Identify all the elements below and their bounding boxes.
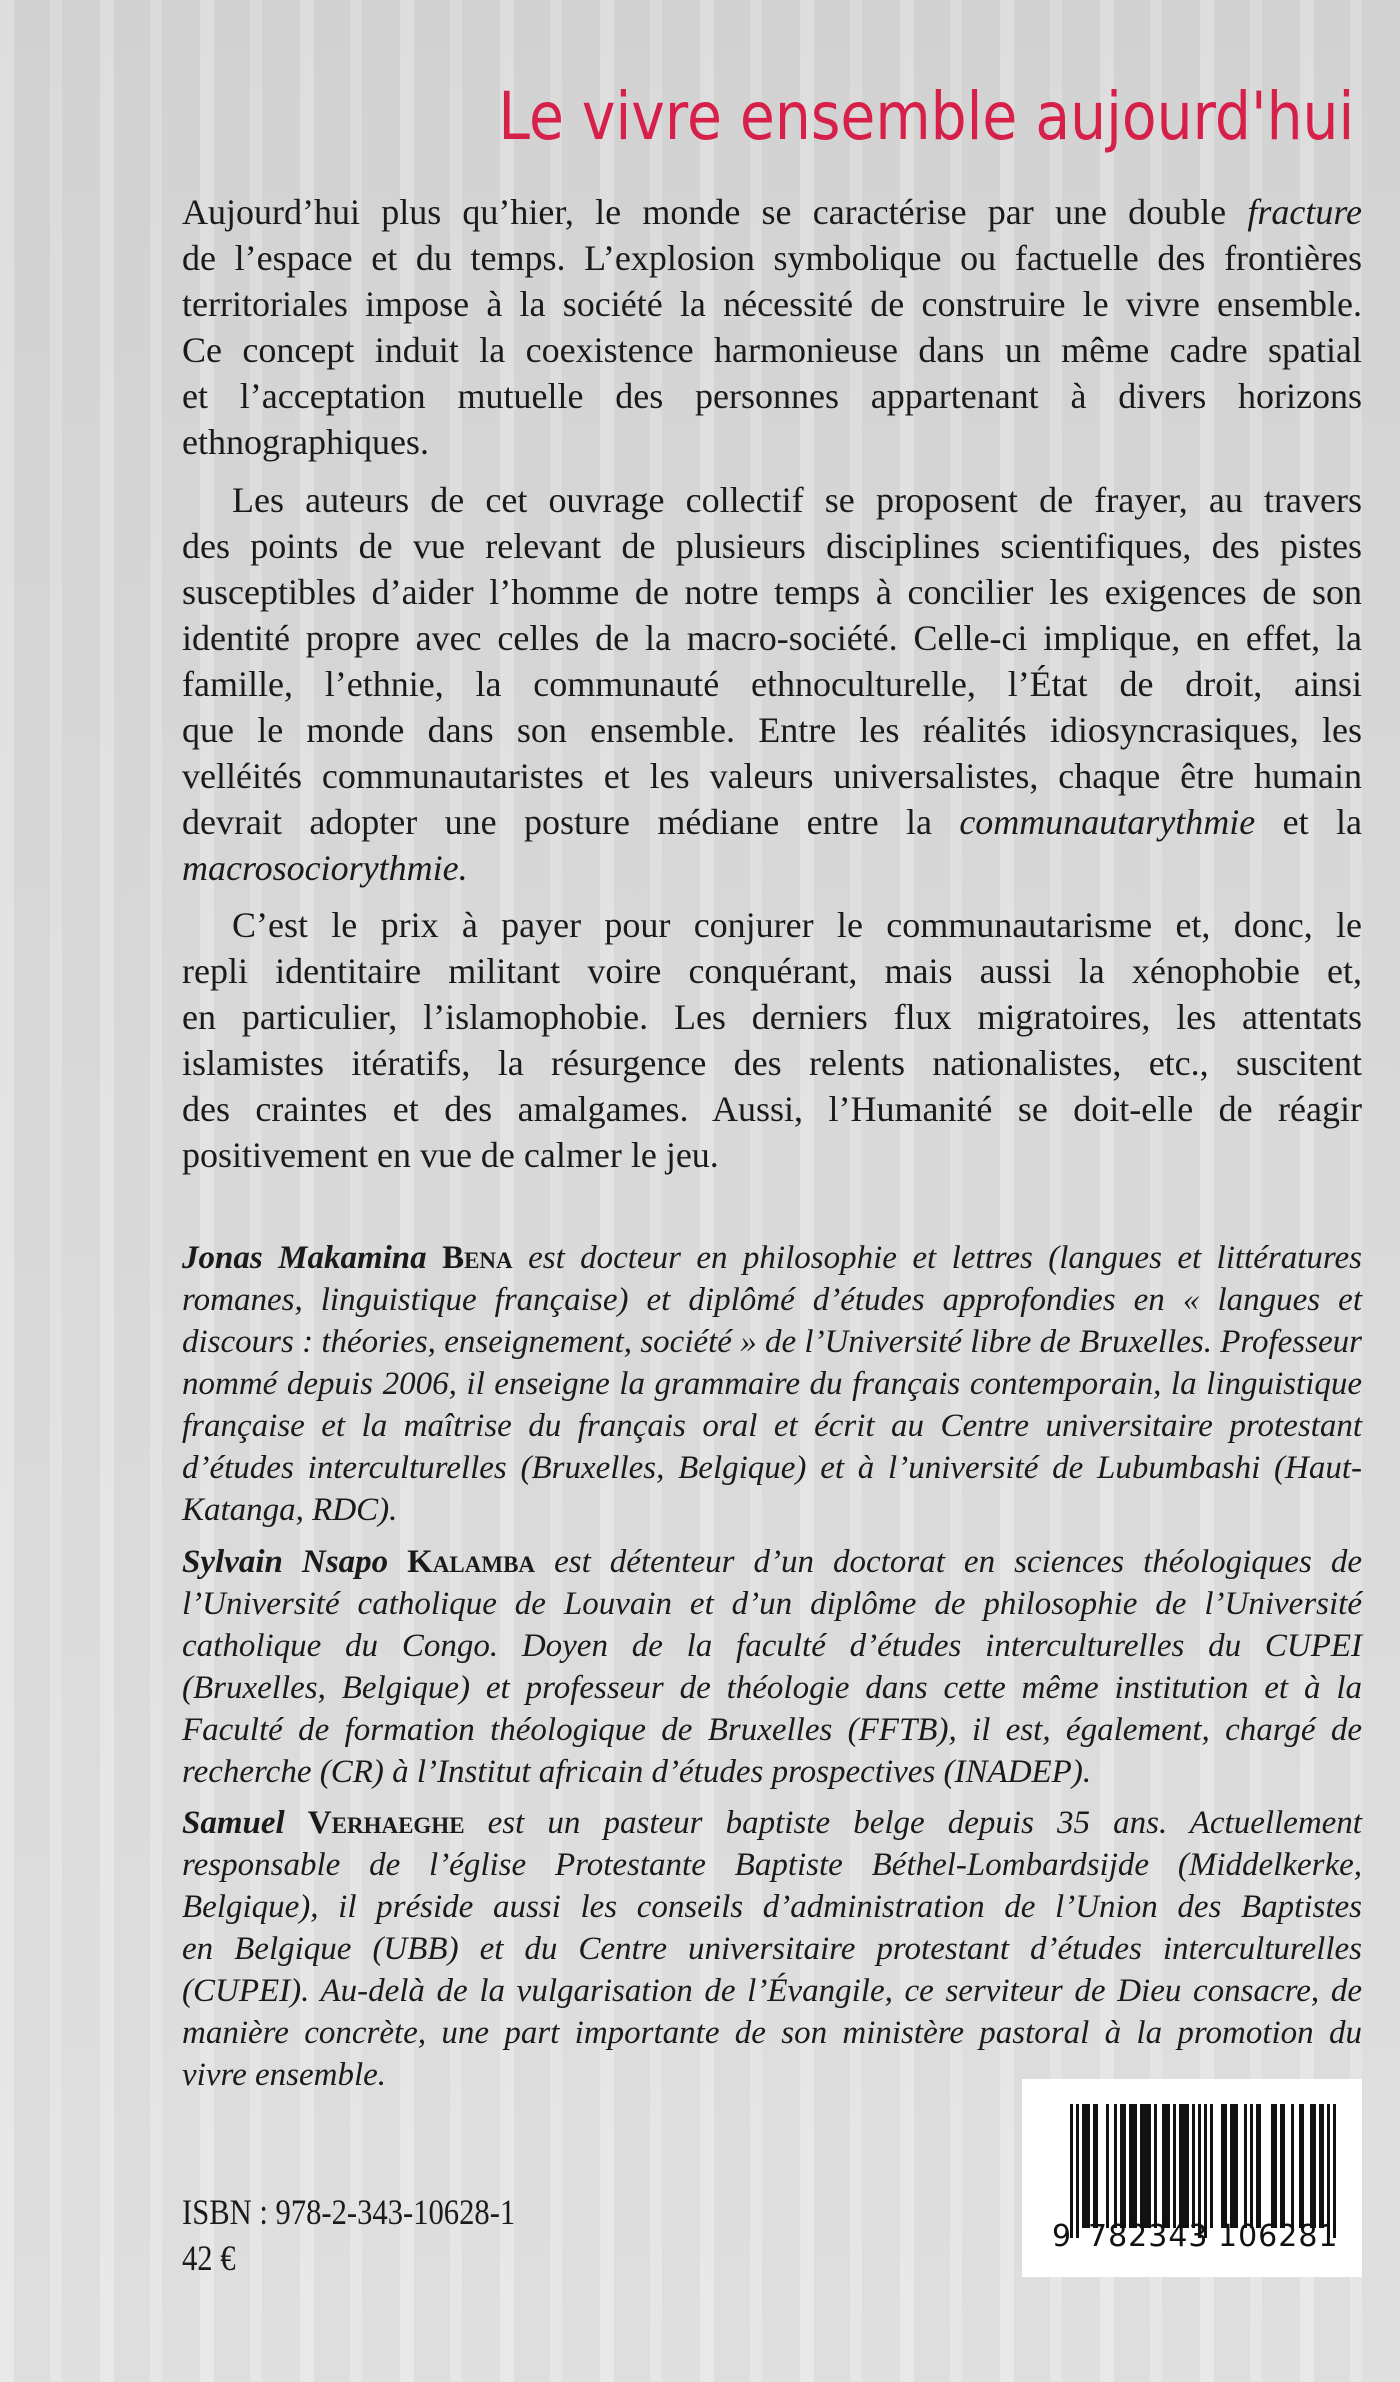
text-line: vivre ensemble. <box>182 2057 387 2093</box>
text-line: Samuel Verhaeghe est un pasteur baptiste belge depuis 35 ans. Actuellement <box>182 1805 1362 1841</box>
price-label: 42 € <box>182 2238 236 2278</box>
text-line: (Bruxelles, Belgique) et professeur de théologie dans cette même institution et à la <box>182 1670 1362 1706</box>
text-line: française et la maîtrise du français oral et écrit au Centre universitaire protestant <box>182 1408 1362 1444</box>
text-line: discours : théories, enseignement, société » de l’Université libre de Bruxelles. Professeur <box>182 1324 1362 1360</box>
text-line: nommé depuis 2006, il enseigne la grammaire du français contemporain, la linguistique <box>182 1366 1362 1402</box>
text-line: ethnographiques. <box>182 422 429 462</box>
text-line: l’Université catholique de Louvain et d’un diplôme de philosophie de l’Université <box>182 1586 1362 1622</box>
text-line: en particulier, l’islamophobie. Les derniers flux migratoires, les attentats <box>182 997 1362 1037</box>
text-line: (CUPEI). Au-delà de la vulgarisation de l’Évangile, ce serviteur de Dieu consacre, de <box>182 1973 1362 2009</box>
barcode: 9 782343 106281 <box>1022 2079 1362 2277</box>
text-line: repli identitaire militant voire conquérant, mais aussi la xénophobie et, <box>182 951 1362 991</box>
text-line: et l’acceptation mutuelle des personnes appartenant à divers horizons <box>182 376 1362 416</box>
author-name: Sylvain Nsapo Kalamba <box>182 1544 536 1580</box>
text-line: macrosociorythmie. <box>182 848 468 888</box>
book-title: Le vivre ensemble aujourd'hui <box>498 78 1354 155</box>
text-line: Sylvain Nsapo Kalamba est détenteur d’un doctorat en sciences théologiques de <box>182 1544 1362 1580</box>
text-line: que le monde dans son ensemble. Entre les réalités idiosyncrasiques, les <box>182 710 1362 750</box>
text-line: C’est le prix à payer pour conjurer le communautarisme et, donc, le <box>232 905 1362 945</box>
text-line: des points de vue relevant de plusieurs disciplines scientifiques, des pistes <box>182 526 1362 566</box>
text-line: en Belgique (UBB) et du Centre universitaire protestant d’études interculturelles <box>182 1931 1362 1967</box>
text-line: manière concrète, une part importante de son ministère pastoral à la promotion du <box>182 2015 1362 2051</box>
text-line: identité propre avec celles de la macro-société. Celle-ci implique, en effet, la <box>182 618 1362 658</box>
text-line: islamistes itératifs, la résurgence des relents nationalistes, etc., suscitent <box>182 1043 1362 1083</box>
text-line: responsable de l’église Protestante Baptiste Béthel-Lombardsijde (Middelkerke, <box>182 1847 1362 1883</box>
text-line: Faculté de formation théologique de Bruxelles (FFTB), il est, également, chargé de <box>182 1712 1362 1748</box>
text-line: velléités communautaristes et les valeurs universalistes, chaque être humain <box>182 756 1362 796</box>
author-name: Samuel Verhaeghe <box>182 1805 465 1841</box>
text-line: Jonas Makamina Bena est docteur en philosophie et lettres (langues et littératures <box>182 1240 1362 1276</box>
barcode-icon <box>1070 2104 1336 2228</box>
text-line: positivement en vue de calmer le jeu. <box>182 1135 719 1175</box>
text-line: susceptibles d’aider l’homme de notre temps à concilier les exigences de son <box>182 572 1362 612</box>
text-line: famille, l’ethnie, la communauté ethnoculturelle, l’État de droit, ainsi <box>182 664 1362 704</box>
text-line: catholique du Congo. Doyen de la faculté d’études interculturelles du CUPEI <box>182 1628 1362 1664</box>
text-line: Katanga, RDC). <box>182 1492 398 1528</box>
isbn-label: ISBN : 978-2-343-10628-1 <box>182 2192 516 2232</box>
text-line: Les auteurs de cet ouvrage collectif se proposent de frayer, au travers <box>232 480 1362 520</box>
text-line: Aujourd’hui plus qu’hier, le monde se caractérise par une double fracture <box>182 192 1362 232</box>
text-line: d’études interculturelles (Bruxelles, Belgique) et à l’université de Lubumbashi (Haut- <box>182 1450 1362 1486</box>
text-line: recherche (CR) à l’Institut africain d’études prospectives (INADEP). <box>182 1754 1092 1790</box>
text-line: territoriales impose à la société la nécessité de construire le vivre ensemble. <box>182 284 1362 324</box>
text-line: Belgique), il préside aussi les conseils d’administration de l’Union des Baptistes <box>182 1889 1362 1925</box>
text-line: des craintes et des amalgames. Aussi, l’Humanité se doit-elle de réagir <box>182 1089 1362 1129</box>
text-line: romanes, linguistique française) et diplômé d’études approfondies en « langues et <box>182 1282 1362 1318</box>
text-line: de l’espace et du temps. L’explosion symbolique ou factuelle des frontières <box>182 238 1362 278</box>
text-line: Ce concept induit la coexistence harmonieuse dans un même cadre spatial <box>182 330 1362 370</box>
text-line: devrait adopter une posture médiane entre la communautarythmie et la <box>182 802 1362 842</box>
author-name: Jonas Makamina Bena <box>182 1240 513 1276</box>
